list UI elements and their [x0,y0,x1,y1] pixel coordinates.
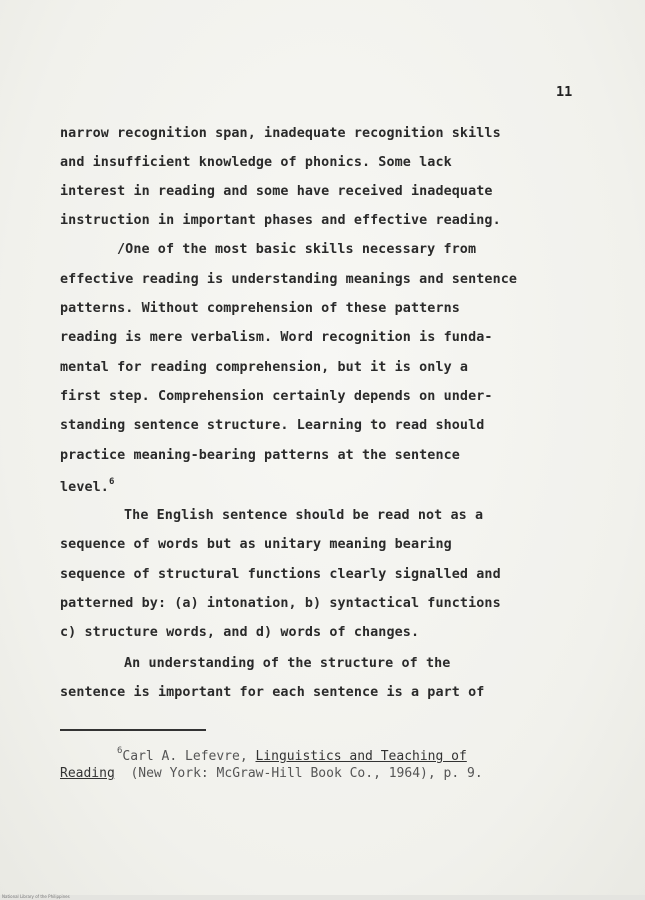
text-line: mental for reading comprehension, but it is only a [60,360,469,375]
text-line: patterned by: (a) intonation, b) syntactical functions [60,596,501,611]
text-line: reading is mere verbalism. Word recognition is funda- [60,330,493,345]
text-line: /One of the most basic skills necessary from [117,242,477,257]
text-line: The English sentence should be read not as a [124,508,484,523]
text-line-with-footnote-ref [60,477,115,495]
text-line: first step. Comprehension certainly depends on under- [60,389,493,404]
page-number: 11 [556,84,573,100]
footnote-marker: 6 [117,746,123,756]
footnote-line-2 [60,766,483,781]
text-line: standing sentence structure. Learning to read should [60,418,485,433]
footnote-title-continued: Reading [60,766,115,781]
footnote-title: Linguistics and Teaching of [255,749,467,764]
text-line: and insufficient knowledge of phonics. Some lack [60,155,452,170]
text-line: instruction in important phases and effective reading. [60,213,501,228]
text-line: narrow recognition span, inadequate recognition skills [60,126,501,141]
text-line: sequence of structural functions clearly signalled and [60,567,501,582]
footnote-author: Carl A. Lefevre, [122,749,256,764]
scan-footer-bar [0,895,645,900]
text-line: An understanding of the structure of the [124,656,451,671]
footnote-separator [60,729,206,731]
library-stamp: National Library of the Philippines [2,894,70,899]
text-line: level. [60,480,109,495]
footnote-reference: 6 [108,477,115,487]
text-line: effective reading is understanding meanings and sentence [60,272,518,287]
text-line: patterns. Without comprehension of these patterns [60,301,460,316]
footnote-publication: (New York: McGraw-Hill Book Co., 1964), p. 9. [114,766,483,781]
footnote-line-1 [117,746,467,764]
text-line: practice meaning-bearing patterns at the sentence [60,448,460,463]
text-line: c) structure words, and d) words of changes. [60,625,420,640]
text-line: sequence of words but as unitary meaning bearing [60,537,452,552]
text-line: sentence is important for each sentence is a part of [60,685,485,700]
text-line: interest in reading and some have received inadequate [60,184,493,199]
